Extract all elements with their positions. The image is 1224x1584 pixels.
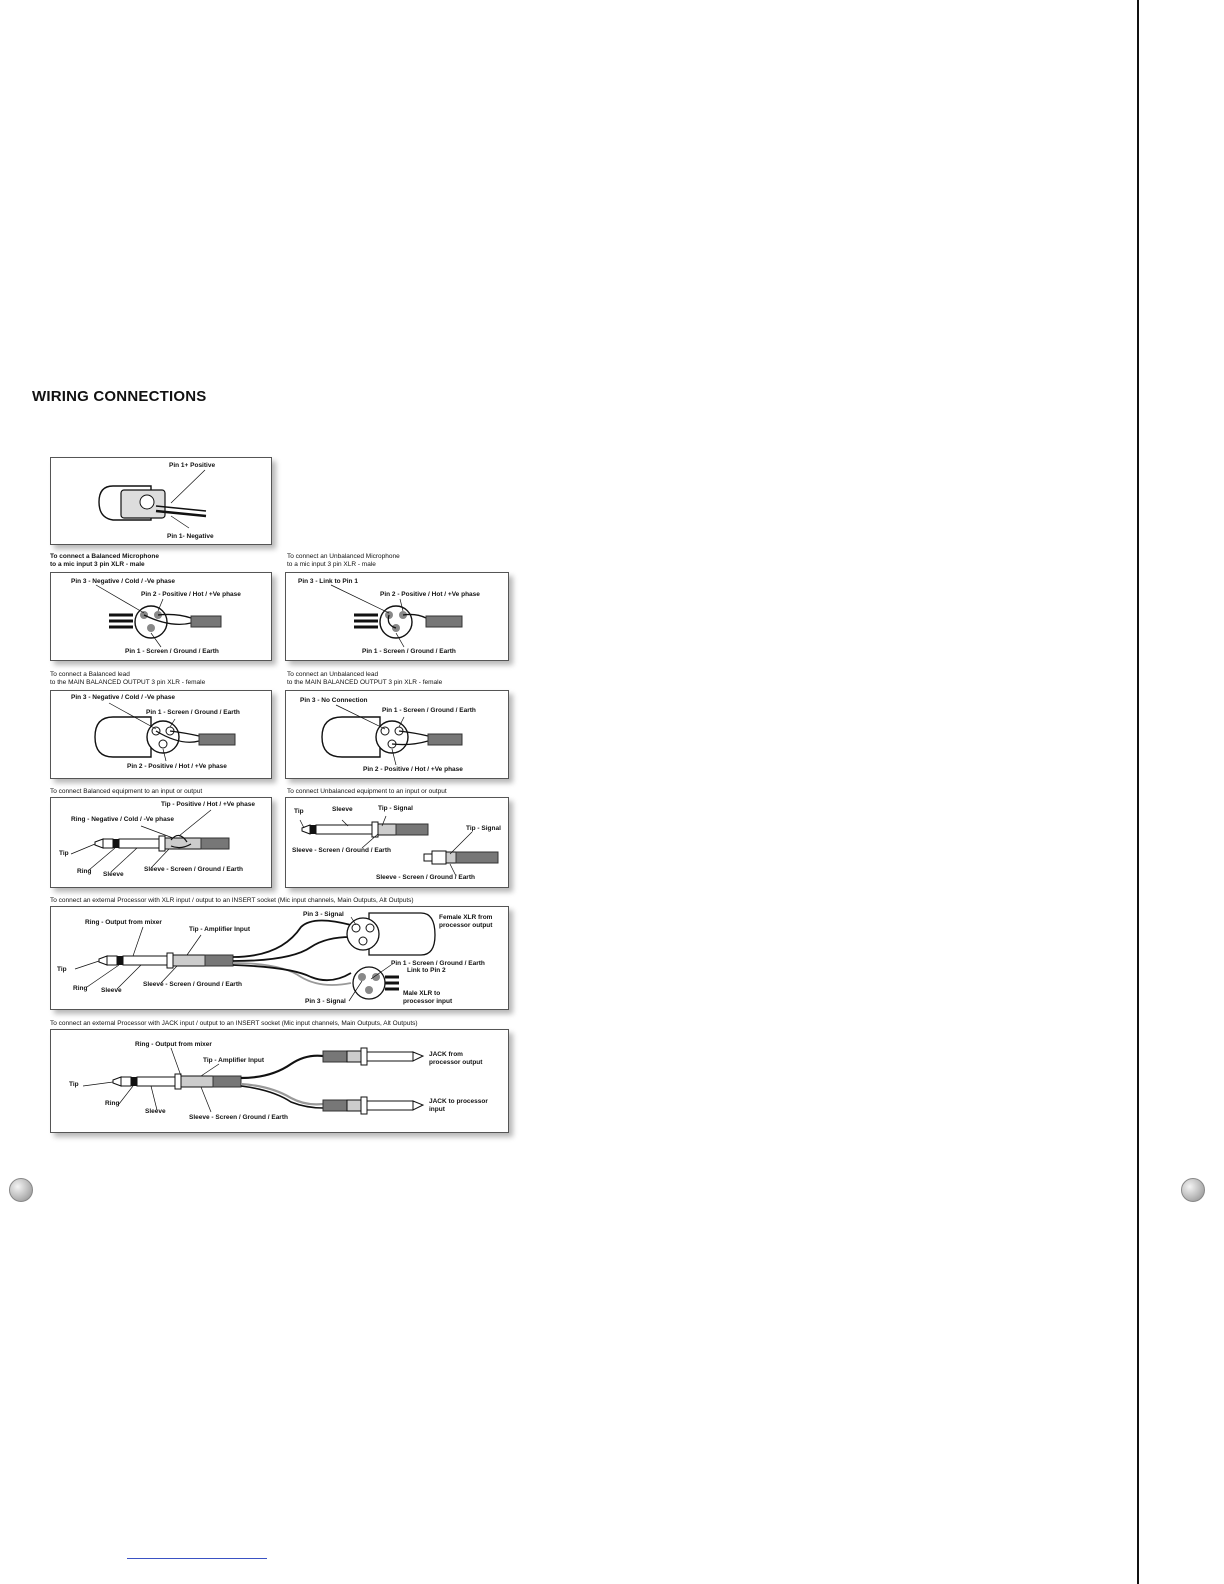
label-pin3: Pin 3 - No Connection xyxy=(300,697,368,704)
label-sleeve: Sleeve xyxy=(101,987,122,994)
label-sleeve: Sleeve xyxy=(145,1108,166,1115)
label-jack-to-processor: JACK to processor input xyxy=(429,1098,488,1113)
label-tip-signal: Tip - Signal xyxy=(378,805,413,812)
label-jack-from-processor: JACK from processor output xyxy=(429,1051,483,1066)
label-ring-output: Ring - Output from mixer xyxy=(135,1041,212,1048)
caption-line: To connect Balanced equipment to an input or output xyxy=(50,788,203,795)
label-ring-negative: Ring - Negative / Cold / -Ve phase xyxy=(71,816,174,823)
label-pin3-signal-male: Pin 3 - Signal xyxy=(305,998,346,1005)
label-sleeve-screen: Sleeve - Screen / Ground / Earth xyxy=(144,866,243,873)
label-pin1: Pin 1 - Screen / Ground / Earth xyxy=(125,648,219,655)
caption-line: To connect an Unbalanced lead xyxy=(287,671,379,678)
xlr-male-diagram xyxy=(51,573,271,660)
label-pin1: Pin 1 - Screen / Ground / Earth xyxy=(362,648,456,655)
caption-line: To connect Unbalanced equipment to an input or output xyxy=(287,788,447,795)
page-title: WIRING CONNECTIONS xyxy=(32,388,207,405)
page-corner-mark-right xyxy=(1181,1178,1205,1202)
panel-unbalanced-equipment xyxy=(285,797,509,888)
caption-line: to a mic input 3 pin XLR - male xyxy=(287,561,376,568)
label-pin-positive: Pin 1+ Positive xyxy=(169,462,216,469)
caption-balanced-mic xyxy=(50,553,159,569)
label-pin2: Pin 2 - Positive / Hot / +Ve phase xyxy=(380,591,480,598)
caption-line: to a mic input 3 pin XLR - male xyxy=(50,561,145,568)
label-female-xlr: Female XLR from processor output xyxy=(439,914,493,929)
label-tip-signal-rca: Tip - Signal xyxy=(466,825,501,832)
label-sleeve: Sleeve xyxy=(103,871,124,878)
label-pin1: Pin 1 - Screen / Ground / Earth xyxy=(382,707,476,714)
panel-balanced-mic xyxy=(50,572,272,661)
label-tip-amplifier: Tip - Amplifier Input xyxy=(203,1057,265,1064)
caption-line: to the MAIN BALANCED OUTPUT 3 pin XLR - female xyxy=(287,679,443,686)
label-sleeve-screen-rca: Sleeve - Screen / Ground / Earth xyxy=(376,874,475,881)
label-pin2: Pin 2 - Positive / Hot / +Ve phase xyxy=(127,763,227,770)
caption-xlr-insert xyxy=(50,897,414,905)
label-pin3-signal-female: Pin 3 - Signal xyxy=(303,911,344,918)
label-pin3: Pin 3 - Link to Pin 1 xyxy=(298,578,358,585)
panel-balanced-equipment xyxy=(50,797,272,888)
label-ring: Ring xyxy=(77,868,92,875)
label-pin3: Pin 3 - Negative / Cold / -Ve phase xyxy=(71,578,176,585)
caption-line: to the MAIN BALANCED OUTPUT 3 pin XLR - female xyxy=(50,679,206,686)
label-ring: Ring xyxy=(73,985,88,992)
label-ring-output: Ring - Output from mixer xyxy=(85,919,162,926)
spine-line xyxy=(1137,0,1139,1584)
panel-polarity xyxy=(50,457,272,545)
caption-line: To connect an external Processor with XLR input / output to an INSERT socket (Mic input channels, Main Outputs, Alt Outputs) xyxy=(50,897,414,904)
caption-unbalanced-mic xyxy=(287,553,400,569)
caption-balanced-lead xyxy=(50,671,205,687)
label-pin1-screen: Pin 1 - Screen / Ground / Earth xyxy=(391,960,485,967)
caption-jack-insert xyxy=(50,1020,418,1028)
label-sleeve-screen: Sleeve - Screen / Ground / Earth xyxy=(292,847,391,854)
panel-unbalanced-mic xyxy=(285,572,509,661)
caption-unbalanced-lead xyxy=(287,671,442,687)
label-tip: Tip xyxy=(69,1081,79,1088)
label-sleeve-screen: Sleeve - Screen / Ground / Earth xyxy=(189,1114,288,1121)
xlr-male-diagram xyxy=(286,573,508,660)
label-pin2: Pin 2 - Positive / Hot / +Ve phase xyxy=(141,591,241,598)
label-male-xlr: Male XLR to processor input xyxy=(403,990,453,1005)
panel-unbalanced-lead xyxy=(285,690,509,779)
caption-line: To connect a Balanced Microphone xyxy=(50,553,159,560)
label-sleeve: Sleeve xyxy=(332,806,353,813)
label-sleeve-screen: Sleeve - Screen / Ground / Earth xyxy=(143,981,242,988)
label-link-pin2: Link to Pin 2 xyxy=(407,967,446,974)
caption-line: To connect a Balanced lead xyxy=(50,671,130,678)
panel-jack-insert xyxy=(50,1029,509,1133)
label-tip: Tip xyxy=(59,850,69,857)
label-tip: Tip xyxy=(57,966,67,973)
caption-line: To connect an external Processor with JACK input / output to an INSERT socket (Mic input channels, Main Outputs, Alt Outputs) xyxy=(50,1020,418,1027)
label-pin3: Pin 3 - Negative / Cold / -Ve phase xyxy=(71,694,176,701)
caption-line: To connect an Unbalanced Microphone xyxy=(287,553,400,560)
label-pin-negative: Pin 1- Negative xyxy=(167,533,214,540)
polarity-plug-diagram xyxy=(51,458,271,544)
page-corner-mark-left xyxy=(9,1178,33,1202)
caption-unbalanced-equipment xyxy=(287,788,447,796)
panel-xlr-insert xyxy=(50,906,509,1010)
label-tip-amplifier: Tip - Amplifier Input xyxy=(189,926,251,933)
label-ring: Ring xyxy=(105,1100,120,1107)
bottom-rule xyxy=(127,1558,267,1559)
label-pin2: Pin 2 - Positive / Hot / +Ve phase xyxy=(363,766,463,773)
panel-balanced-lead xyxy=(50,690,272,779)
caption-balanced-equipment xyxy=(50,788,202,796)
label-pin1: Pin 1 - Screen / Ground / Earth xyxy=(146,709,240,716)
label-tip-positive: Tip - Positive / Hot / +Ve phase xyxy=(161,801,255,808)
label-tip: Tip xyxy=(294,808,304,815)
